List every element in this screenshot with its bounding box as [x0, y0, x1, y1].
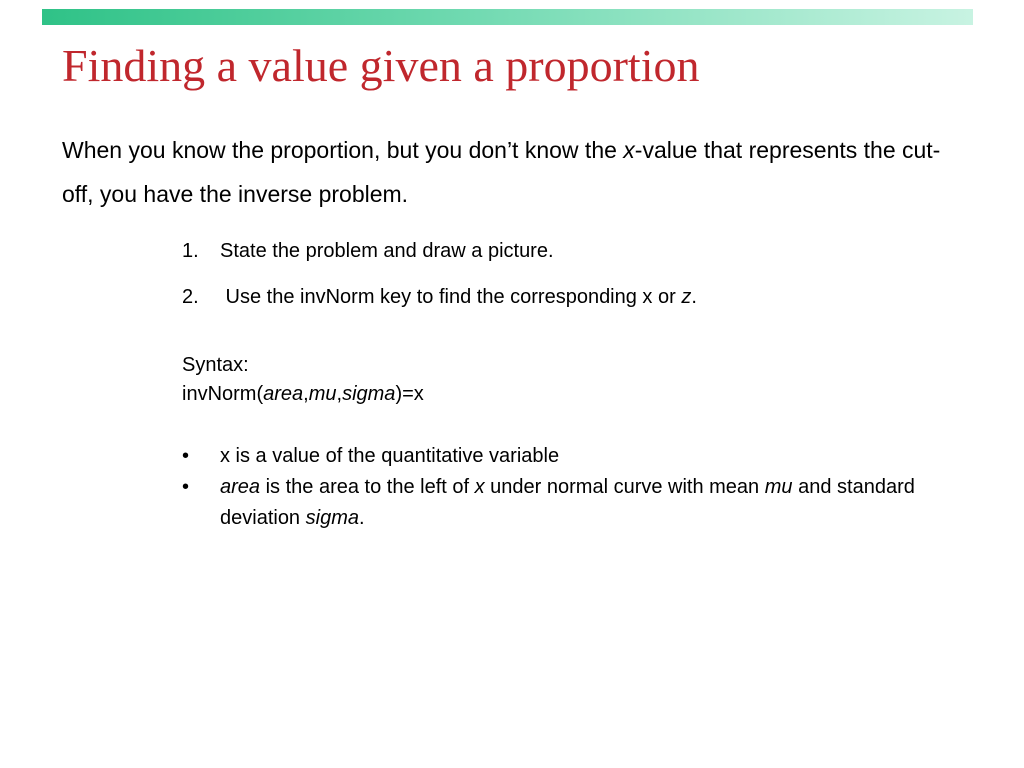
- term-area: area: [220, 476, 261, 498]
- step-number: 1.: [182, 240, 199, 262]
- bullet-text: x is a value of the quantitative variable: [220, 445, 560, 467]
- term-mu: mu: [764, 476, 793, 498]
- intro-text-part2: -value that represents the cut-off, you have the inverse problem.: [62, 137, 941, 207]
- step-item: [182, 240, 982, 263]
- bullet-item: [182, 441, 962, 472]
- bullet-text: [220, 472, 962, 534]
- definitions-list: [182, 441, 962, 534]
- slide-title: Finding a value given a proportion: [62, 40, 700, 91]
- bullet-marker: •: [182, 476, 190, 498]
- syntax-arg-area: area: [263, 383, 304, 405]
- bullet-item: [182, 472, 962, 534]
- bullet-text-part: and standard deviation: [220, 476, 915, 529]
- term-x: x: [474, 476, 485, 498]
- bullet-marker: •: [182, 445, 190, 467]
- step-text-after: .: [691, 286, 697, 308]
- decorative-gradient-bar: [42, 9, 973, 25]
- step-item: [182, 286, 982, 309]
- step-number: 2.: [182, 286, 199, 308]
- intro-text-part1: When you know the proportion, but you don’t know the: [62, 137, 624, 163]
- syntax-expression: [182, 380, 424, 409]
- syntax-arg-sigma: sigma: [342, 383, 396, 405]
- intro-paragraph: [62, 128, 962, 216]
- syntax-arg-mu: mu: [308, 383, 337, 405]
- syntax-tail: )=x: [395, 383, 424, 405]
- syntax-comma: ,: [303, 383, 309, 405]
- intro-variable-x: x: [623, 137, 635, 163]
- step-text: [220, 286, 697, 309]
- steps-list: [182, 240, 982, 332]
- syntax-block: [182, 351, 424, 409]
- step-text-before: Use the invNorm key to find the corresponding x or: [220, 286, 682, 308]
- syntax-comma: ,: [336, 383, 343, 405]
- step-variable-z: z: [681, 286, 692, 308]
- step-text: State the problem and draw a picture.: [220, 240, 554, 262]
- syntax-function: invNorm(: [182, 383, 264, 405]
- bullet-text-part: under normal curve with mean: [484, 476, 765, 498]
- bullet-text-part: is the area to the left of: [260, 476, 475, 498]
- bullet-text-part: .: [358, 507, 365, 529]
- syntax-label: Syntax:: [182, 354, 249, 376]
- term-sigma: sigma: [305, 507, 359, 529]
